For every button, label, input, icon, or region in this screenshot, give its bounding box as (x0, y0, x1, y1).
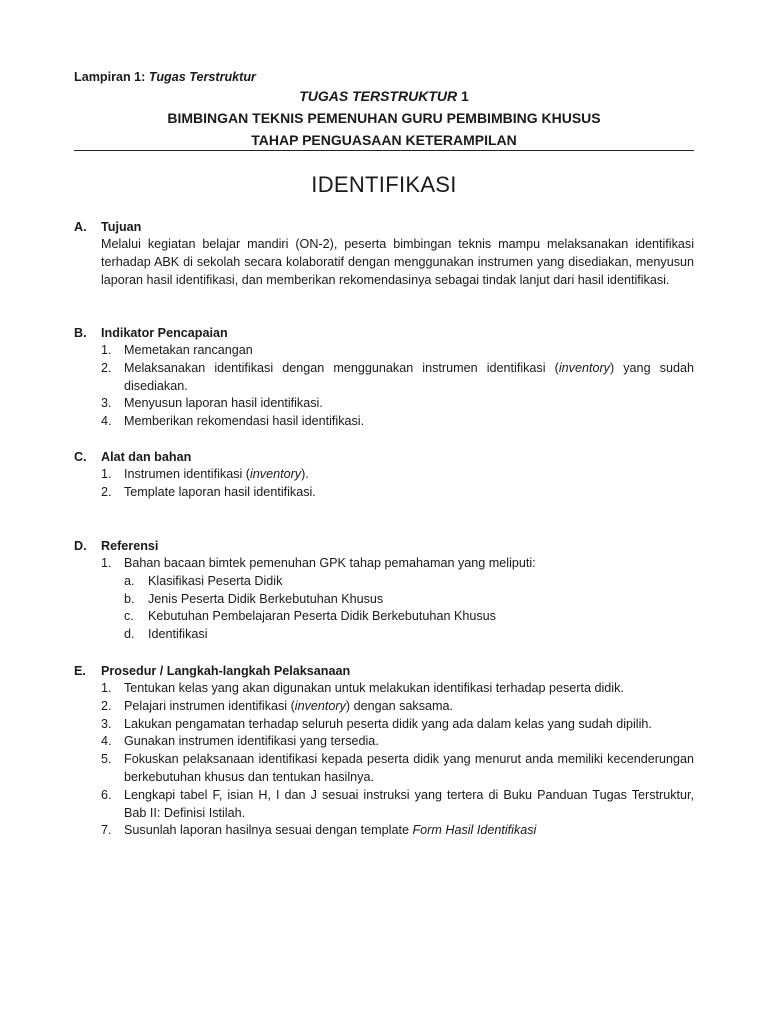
item-number: 1. (101, 343, 112, 357)
item-text: Lakukan pengamatan terhadap seluruh peserta didik yang ada dalam kelas yang sudah dipilih. (124, 716, 652, 731)
item-text: Memberikan rekomendasi hasil identifikasi. (124, 414, 365, 429)
section-heading (74, 448, 694, 466)
list-item (101, 822, 694, 840)
list-item (101, 787, 694, 823)
list-item (101, 395, 694, 413)
item-text: Lengkapi tabel F, isian H, I dan J sesuai instruksi yang tertera di Buku Panduan Tugas Terstruktur, Bab II: Definisi Istilah. (124, 787, 694, 820)
item-text: ). (301, 467, 309, 481)
item-number: 4. (101, 734, 112, 749)
item-text: Susunlah laporan hasilnya sesuai dengan template (124, 823, 413, 838)
item-number: 5. (101, 752, 112, 767)
item-text: Melaksanakan identifikasi dengan menggunakan instrumen identifikasi ( (124, 360, 559, 375)
item-italic: inventory (558, 360, 610, 375)
item-text: ) yang sudah disediakan. (124, 360, 694, 393)
sub-item-text: Kebutuhan Pembelajaran Peserta Didik Berkebutuhan Khusus (148, 609, 496, 624)
item-number: 3. (101, 716, 112, 731)
list-item (101, 751, 694, 787)
section-heading (74, 662, 694, 680)
list-item (101, 413, 694, 431)
item-number: 7. (101, 823, 112, 838)
sub-item-text: Jenis Peserta Didik Berkebutuhan Khusus (148, 591, 384, 606)
item-italic: inventory (250, 467, 302, 481)
section-letter: C. (74, 450, 87, 464)
item-number: 2. (101, 484, 112, 499)
section-alat-bahan (74, 448, 694, 502)
item-italic: Form Hasil Identifikasi (412, 823, 537, 838)
section-heading (74, 537, 694, 555)
sub-item-letter: a. (124, 573, 135, 588)
item-number: 6. (101, 787, 112, 802)
list-item (101, 680, 694, 698)
list-item (101, 484, 694, 502)
sub-list-item (124, 573, 694, 591)
sub-item-letter: b. (124, 591, 135, 606)
item-text: Instrumen identifikasi ( (124, 467, 250, 481)
section-letter: A. (74, 220, 87, 234)
section-heading (74, 218, 694, 236)
item-number: 4. (101, 414, 112, 429)
section-referensi (74, 537, 694, 644)
item-text: Fokuskan pelaksanaan identifikasi kepada peserta didik yang menurut anda memiliki kecenderungan berkebutuhan khusus dan tentukan hasilnya. (124, 752, 694, 784)
section-label: Indikator Pencapaian (101, 326, 228, 340)
list-item (101, 466, 694, 484)
list-item (101, 342, 694, 360)
section-label: Alat dan bahan (101, 450, 192, 464)
attachment-name: Tugas Terstruktur (148, 70, 256, 84)
list-item (101, 698, 694, 716)
doc-header-line-2: BIMBINGAN TEKNIS PEMENUHAN GURU PEMBIMBING KHUSUS (167, 110, 601, 126)
item-text: Tentukan kelas yang akan digunakan untuk melakukan identifikasi terhadap peserta didik. (124, 681, 624, 695)
sub-item-letter: d. (124, 627, 135, 642)
task-title: TUGAS TERSTRUKTUR (299, 88, 458, 104)
sub-list-item (124, 608, 694, 626)
sub-list-item (124, 626, 694, 644)
item-text: Menyusun laporan hasil identifikasi. (124, 396, 323, 411)
list-item (101, 360, 694, 396)
item-text: Template laporan hasil identifikasi. (124, 484, 316, 499)
item-number: 1. (101, 556, 112, 570)
doc-header-line-3: TAHAP PENGUASAAN KETERAMPILAN (251, 132, 517, 148)
item-text: ) dengan saksama. (345, 698, 454, 713)
item-text: Gunakan instrumen identifikasi yang tersedia. (124, 734, 379, 749)
sub-item-text: Klasifikasi Peserta Didik (148, 573, 283, 588)
page-title: IDENTIFIKASI (311, 172, 457, 197)
list-item (101, 716, 694, 734)
item-text: Memetakan rancangan (124, 343, 253, 357)
item-text: Pelajari instrumen identifikasi ( (124, 698, 295, 713)
attachment-prefix: Lampiran 1: (74, 70, 149, 84)
sub-item-letter: c. (124, 609, 134, 624)
section-letter: D. (74, 539, 87, 553)
section-label: Tujuan (101, 220, 142, 234)
item-number: 2. (101, 360, 112, 375)
section-letter: E. (74, 664, 86, 678)
section-label: Referensi (101, 539, 159, 553)
item-number: 2. (101, 698, 112, 713)
section-prosedur (74, 662, 694, 840)
sub-item-text: Identifikasi (148, 627, 208, 642)
task-number: 1 (457, 88, 469, 104)
list-item (101, 733, 694, 751)
section-heading (74, 324, 694, 342)
sub-list-item (124, 591, 694, 609)
section-letter: B. (74, 326, 87, 340)
item-number: 1. (101, 681, 112, 695)
attachment-label (74, 70, 256, 84)
list-item (101, 555, 694, 644)
item-italic: inventory (294, 698, 346, 713)
section-label: Prosedur / Langkah-langkah Pelaksanaan (101, 664, 351, 678)
item-number: 3. (101, 396, 112, 411)
item-number: 1. (101, 467, 112, 481)
section-paragraph: Melalui kegiatan belajar mandiri (ON-2), peserta bimbingan teknis mampu melaksanakan identifikasi terhadap ABK di sekolah secara kolaboratif dengan menggunakan instrumen yang disediakan, menyusun laporan hasil identifikasi, dan memberikan rekomendasinya sebagai tindak lanjut dari hasil identifikasi. (101, 237, 694, 287)
item-text: Bahan bacaan bimtek pemenuhan GPK tahap pemahaman yang meliputi: (124, 556, 536, 570)
header-divider (74, 150, 694, 151)
section-tujuan (74, 218, 694, 289)
doc-header-line-1 (74, 88, 694, 104)
section-indikator (74, 324, 694, 431)
